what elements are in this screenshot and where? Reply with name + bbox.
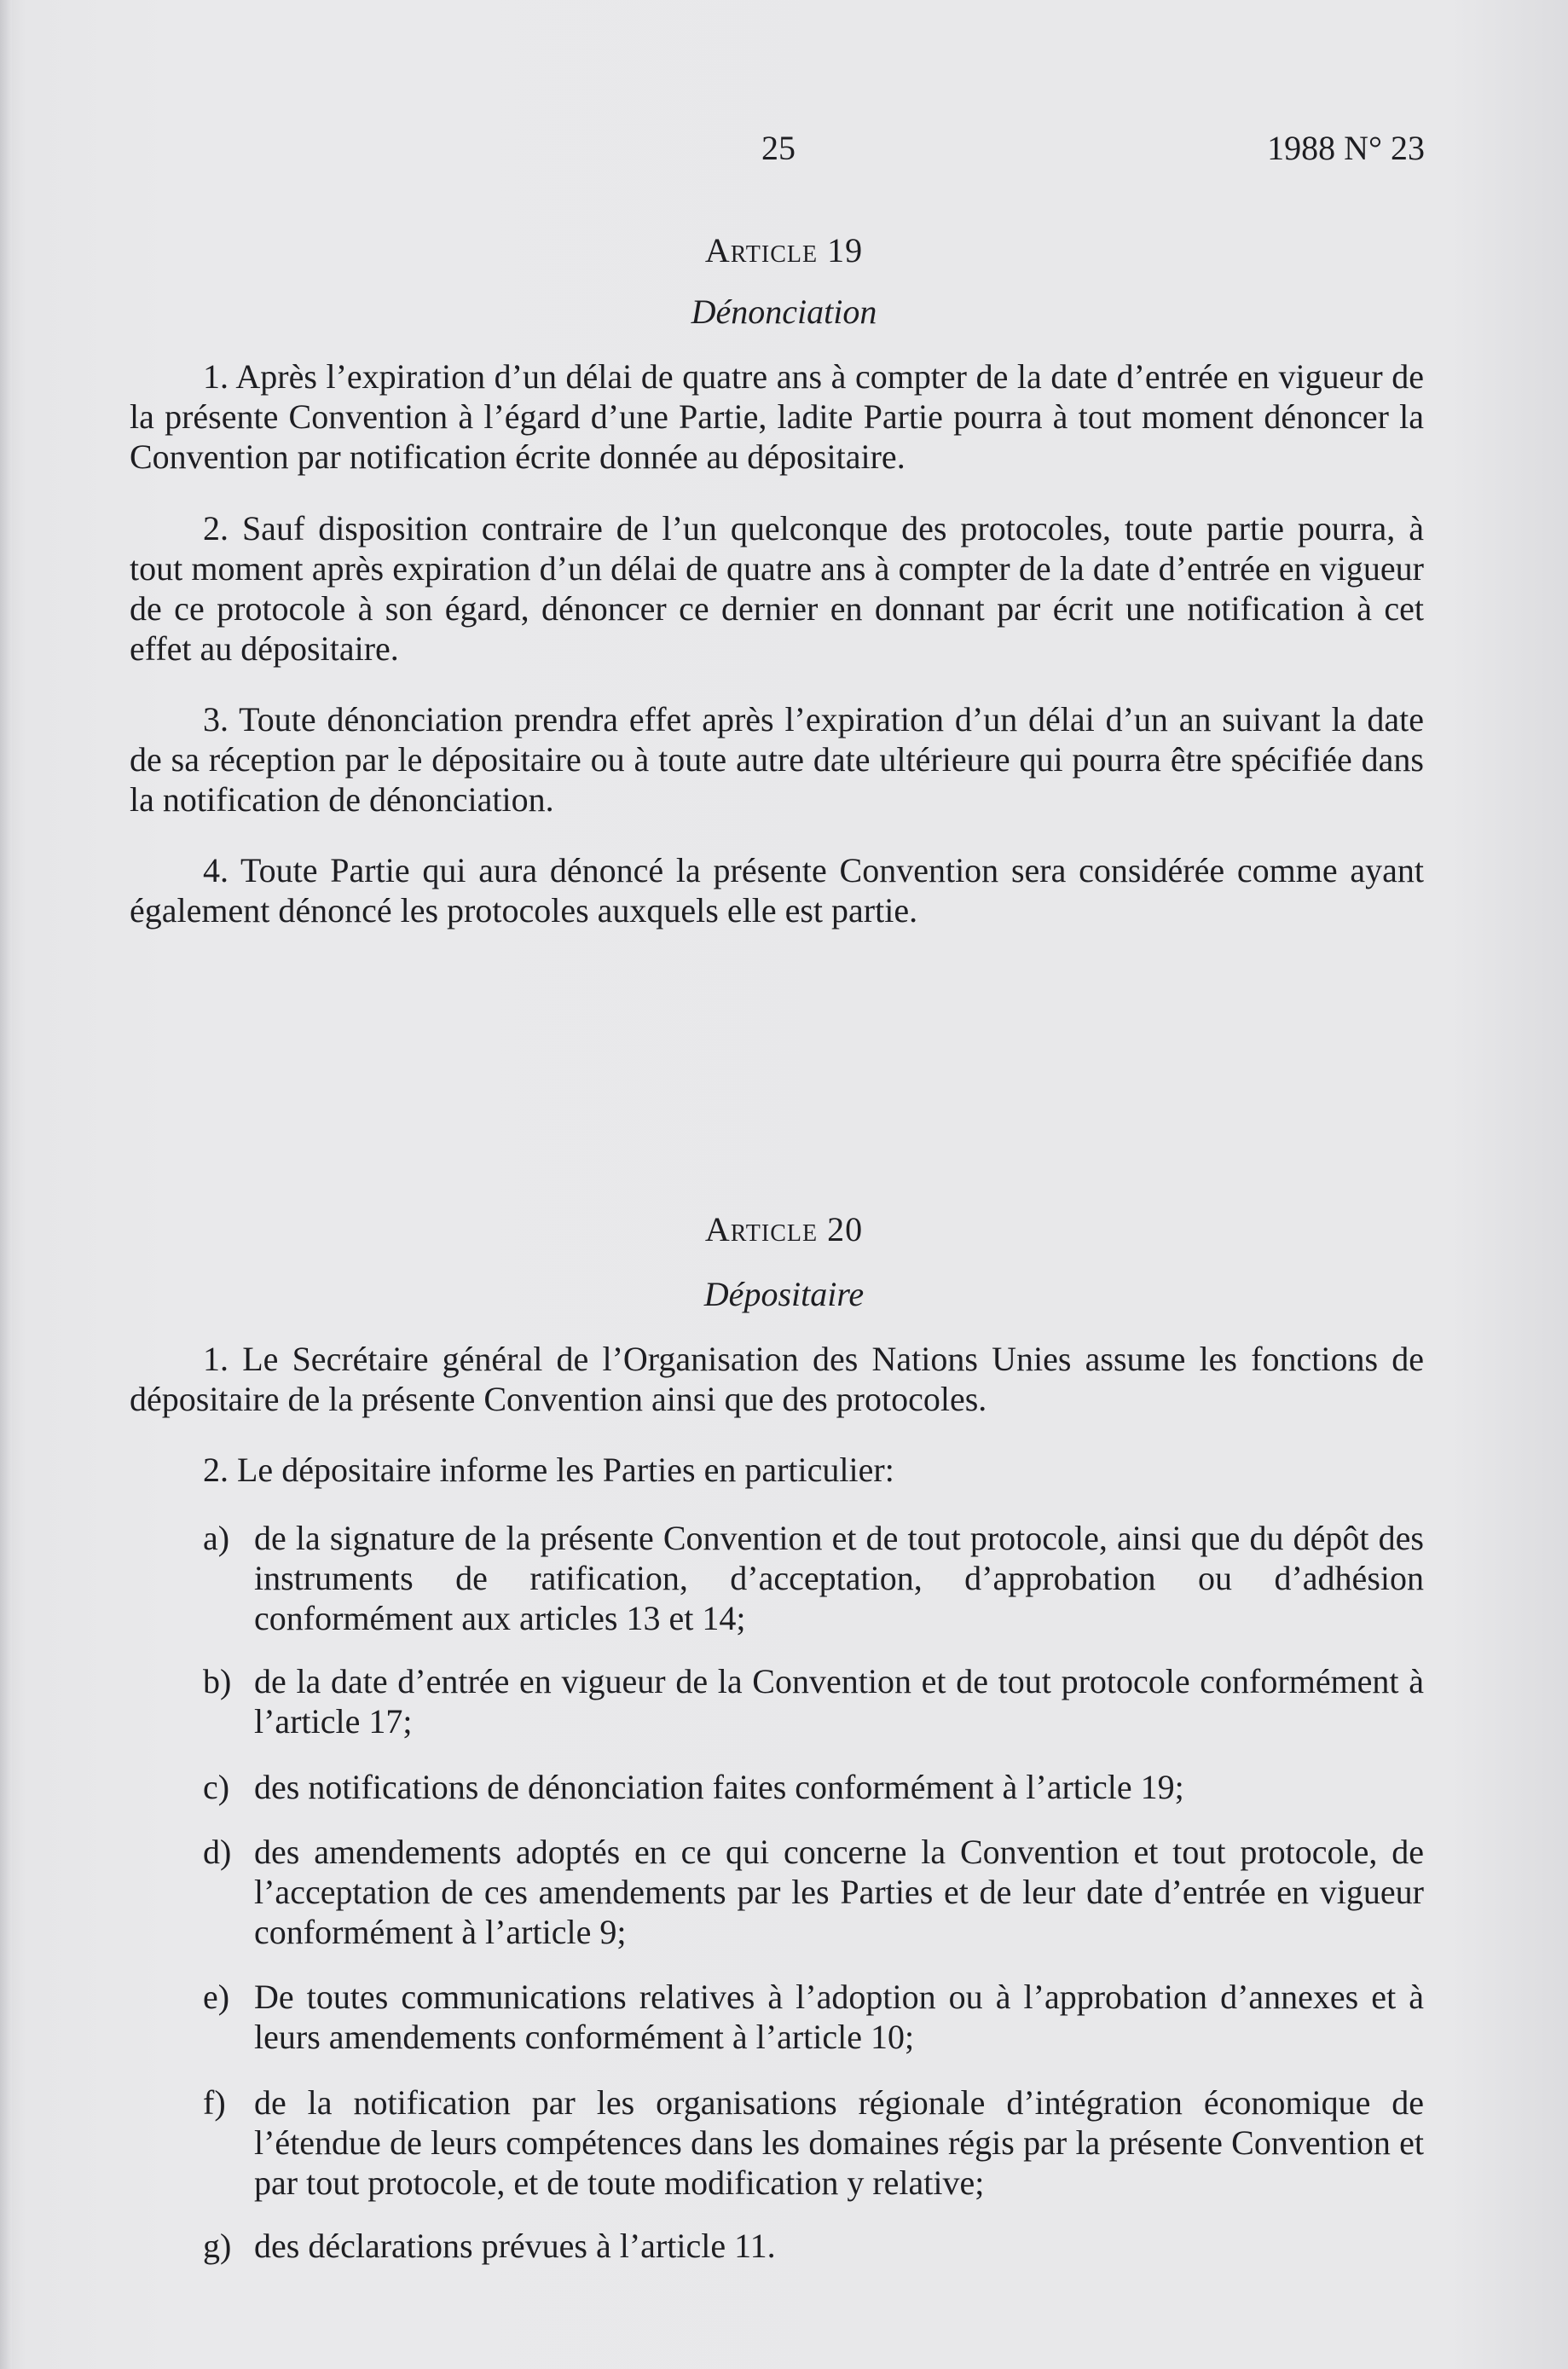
list-item-label: f) <box>203 2083 226 2122</box>
list-item <box>203 1767 1424 1807</box>
article-19-title: Article 19 <box>704 231 864 269</box>
article-19-paragraph-2: 2. Sauf disposition contraire de l’un quelconque des protocoles, toute partie pourra, à tout moment après expiration d’un délai de quatre ans à compter de la date d’entrée en vigueur de ce protocole à son égard, dénoncer ce dernier en donnant par écrit une notification à cet effet au dépositaire. <box>130 509 1424 668</box>
page-edge-shadow <box>0 0 12 2369</box>
list-item <box>203 1977 1424 2057</box>
list-item-text: des déclarations prévues à l’article 11. <box>254 2227 776 2265</box>
list-item-label: b) <box>203 1662 232 1700</box>
document-reference: 1988 N° 23 <box>1267 129 1425 167</box>
list-item-label: g) <box>203 2227 232 2265</box>
article-19-paragraph-1: 1. Après l’expiration d’un délai de quatre ans à compter de la date d’entrée en vigueur de la présente Convention à l’égard d’une Partie, ladite Partie pourra à tout moment dénoncer la Convention par notification écrite donnée au dépositaire. <box>130 357 1424 476</box>
list-item <box>203 1661 1424 1741</box>
article-19-paragraph-4: 4. Toute Partie qui aura dénoncé la présente Convention sera considérée comme ayant également dénoncé les protocoles auxquels elle est partie. <box>130 851 1424 930</box>
article-20-paragraph-2: 2. Le dépositaire informe les Parties en particulier: <box>203 1451 894 1489</box>
article-19-subtitle: Dénonciation <box>691 293 877 331</box>
list-item-label: d) <box>203 1833 232 1871</box>
list-item-text: des amendements adoptés en ce qui concerne la Convention et tout protocole, de l’acceptation de ces amendements par les Parties et de leur date d’entrée en vigueur conformément à l’article 9; <box>254 1833 1424 1951</box>
list-item <box>203 1518 1424 1638</box>
list-item <box>203 1832 1424 1952</box>
list-item-label: a) <box>203 1519 230 1557</box>
list-item <box>203 2082 1424 2203</box>
page-number: 25 <box>761 129 796 167</box>
article-20-subtitle: Dépositaire <box>703 1275 865 1313</box>
article-20-title: Article 20 <box>704 1210 864 1248</box>
list-item-text: de la notification par les organisations régionale d’intégration économique de l’étendue de leurs compétences dans les domaines régis par la présente Convention et par tout protocole, et de toute modification y relative; <box>254 2083 1424 2202</box>
list-item-text: de la date d’entrée en vigueur de la Convention et de tout protocole conformément à l’article 17; <box>254 1662 1424 1741</box>
list-item-text: des notifications de dénonciation faites conformément à l’article 19; <box>254 1768 1184 1806</box>
list-item-text: de la signature de la présente Convention et de tout protocole, ainsi que du dépôt des instruments de ratification, d’acceptation, d’approbation ou d’adhésion conformément aux articles 13 et 14; <box>254 1519 1424 1637</box>
list-item <box>203 2226 1424 2266</box>
article-19-paragraph-3: 3. Toute dénonciation prendra effet après l’expiration d’un délai d’un an suivant la date de sa réception par le dépositaire ou à toute autre date ultérieure qui pourra être spécifiée dans la notification de dénonciation. <box>130 700 1424 819</box>
list-item-text: De toutes communications relatives à l’adoption ou à l’approbation d’annexes et à leurs amendements conformément à l’article 10; <box>254 1978 1424 2056</box>
article-20-paragraph-1: 1. Le Secrétaire général de l’Organisation des Nations Unies assume les fonctions de dépositaire de la présente Convention ainsi que des protocoles. <box>130 1340 1424 1418</box>
list-item-label: e) <box>203 1978 230 2016</box>
list-item-label: c) <box>203 1768 230 1806</box>
